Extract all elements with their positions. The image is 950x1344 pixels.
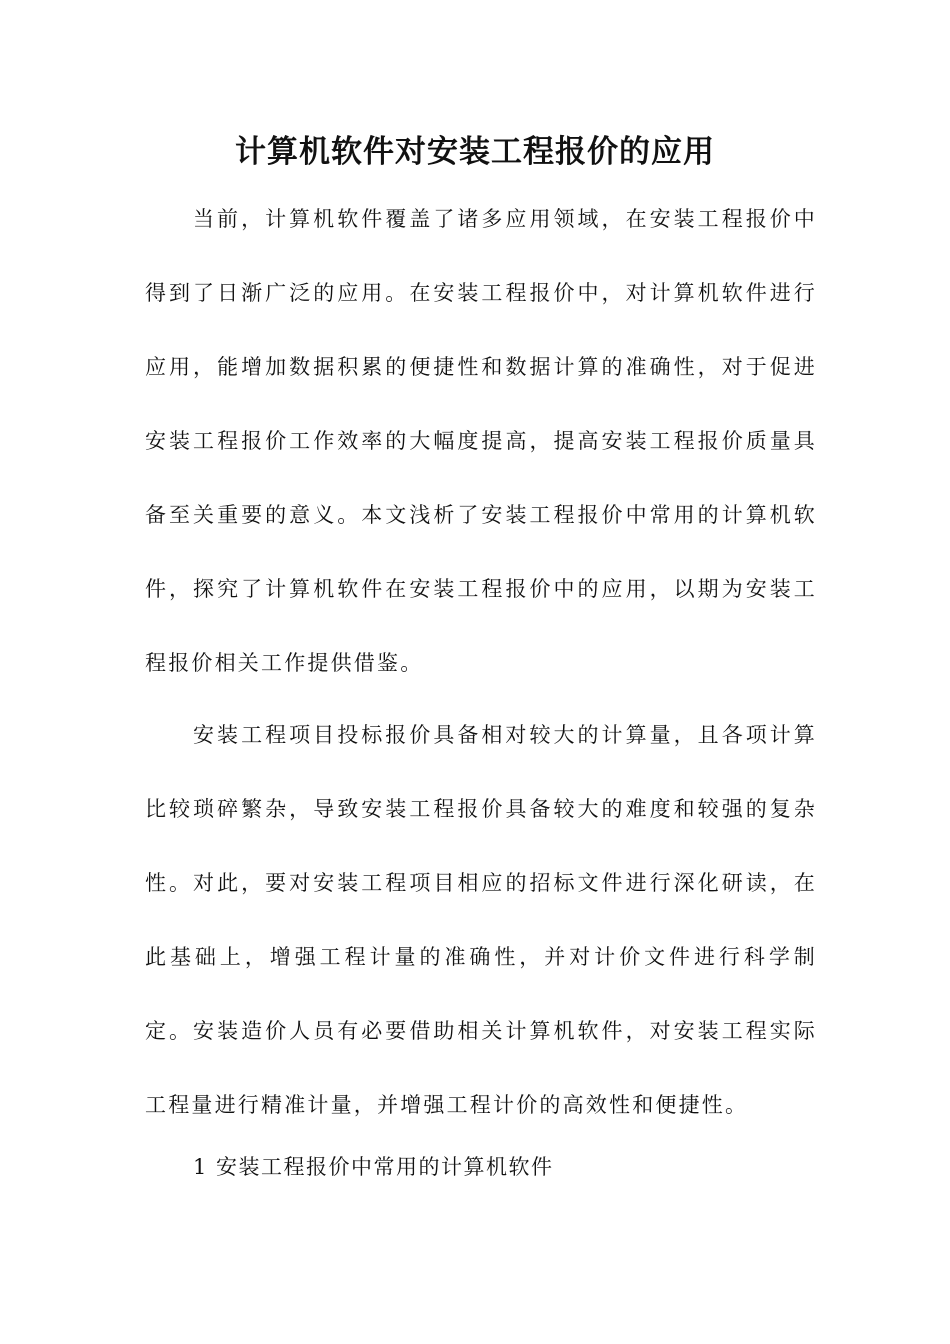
document-title: 计算机软件对安装工程报价的应用	[235, 134, 715, 170]
paragraph-background: 安装工程项目投标报价具备相对较大的计算量，且各项计算比较琐碎繁杂，导致安装工程报价具备较大的难度和较强的复杂性。对此，要对安装工程项目相应的招标文件进行深化研读，在此基础上，增强工程计量的准确性，并对计价文件进行科学制定。安装造价人员有必要借助相关计算机软件，对安装工程实际工程量进行精准计量，并增强工程计价的高效性和便捷性。	[145, 723, 817, 1117]
paragraph-intro: 当前，计算机软件覆盖了诸多应用领域，在安装工程报价中得到了日渐广泛的应用。在安装工程报价中，对计算机软件进行应用，能增加数据积累的便捷性和数据计算的准确性，对于促进安装工程报价工作效率的大幅度提高，提高安装工程报价质量具备至关重要的意义。本文浅析了安装工程报价中常用的计算机软件，探究了计算机软件在安装工程报价中的应用，以期为安装工程报价相关工作提供借鉴。	[145, 207, 817, 675]
section-heading: 1 安装工程报价中常用的计算机软件	[193, 1155, 554, 1179]
